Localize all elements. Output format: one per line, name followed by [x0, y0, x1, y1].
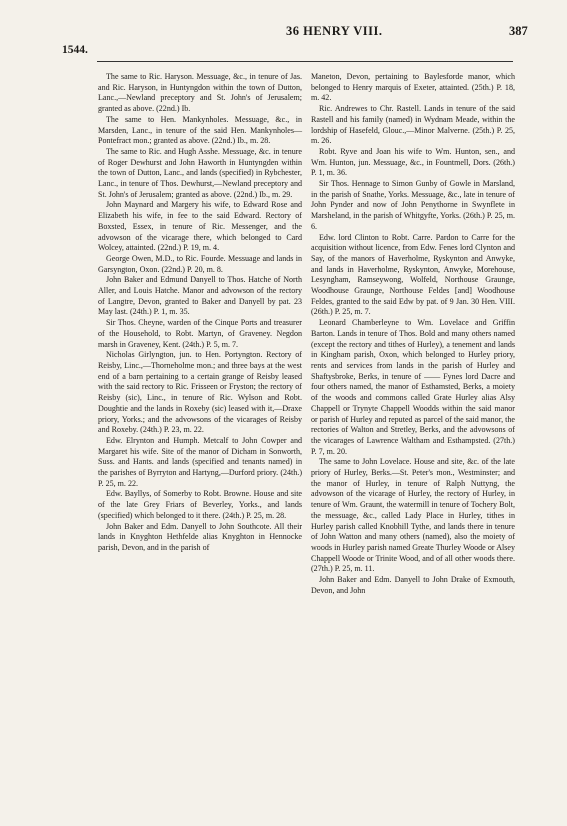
running-head-title: 36 HENRY VIII. — [286, 24, 383, 38]
page-number: 387 — [509, 24, 528, 38]
right-column — [311, 72, 515, 596]
entry-paragraph: The same to Ric. Haryson. Messuage, &c., in tenure of Jas. and Ric. Haryson, in Huntyngdon within the town of Dutton, Lanc.,—Newland preceptory and St. John's of Jerusalem; granted as above. (22nd.) Ib. — [98, 72, 302, 114]
entry-paragraph: The same to John Lovelace. House and site, &c. of the late priory of Hurley, Berks.—St. Peter's mon., Westminster; and the manor of Hurley, in tenure of Ralph Nuttyng, the advowson of the vicarage of Hurley, the rectory of Hurley, in tenure of Wm. Graunt, the watermill in tenure of Tochery Bolt, the messuage, &c., called Lady Place in Hurley, tithes in Hurley parish called Knobhill Tythe, and lands there in tenure of John Watton and many others (named), also the moiety of woods in Hurley parish named Greate Thurley Woode or Alsey Chappell Woode or Trinite Wood, and of all other woods there. (27th.) P. 25, m. 11. — [311, 457, 515, 574]
header-rule — [97, 61, 513, 62]
entry-paragraph: Ric. Andrewes to Chr. Rastell. Lands in tenure of the said Rastell and his family (named) in Wydnam Meade, within the lordship of Hasefeld, Glouc.,—Minor Malverne. (25th.) P. 25, m. 26. — [311, 104, 515, 146]
entry-paragraph: The same to Ric. and Hugh Asshe. Messuage, &c. in tenure of Roger Dewhurst and John Haworth in Huntyngden within the town of Dutton, Lanc., and lands (specified) in Rybchester, Lanc., in tenure of Thos. Dewhurst,—Newland preceptory and St. John's of Jerusalem; granted as above. (22nd.) Ib., m. 29. — [98, 146, 302, 199]
entry-paragraph: Edw. Bayllys, of Somerby to Robt. Browne. House and site of the late Grey Friars of Beverley, Yorks., and lands (specified) which belonged to it there. (24th.) P. 25, m. 28. — [98, 489, 302, 520]
entry-paragraph: The same to Hen. Mankynholes. Messuage, &c., in Marsden, Lanc., in tenure of the said Hen. Mankynholes—Pontefract mon.; granted as above. (22nd.) Ib., m. 28. — [98, 114, 302, 146]
running-head — [0, 24, 567, 40]
entry-paragraph: Sir Thos. Hennage to Simon Gunby of Gowle in Marsland, in the parish of Snathe, Yorks. Messuage, &c., late in tenure of John Pynder and now of John Penythorne in Swynflete in Marsheland, in the parish of Whitgyfte, Yorks. (26th.) P. 25, m. 6. — [311, 179, 515, 231]
entry-paragraph: Edw. Elrynton and Humph. Metcalf to John Cowper and Margaret his wife. Site of the manor of Dicham in Sonworth, Suss. and Hants. and lands (specified and tenants named) in the parishes of Byrryton and Hartyng,—Durford priory. (24th.) P. 25, m. 22. — [98, 435, 302, 488]
year-marker: 1544. — [62, 44, 88, 56]
entry-paragraph-continued: Maneton, Devon, pertaining to Baylesforde manor, which belonged to Henry marquis of Exeter, attainted. (25th.) P. 18, m. 42. — [311, 72, 515, 103]
entry-paragraph: John Maynard and Margery his wife, to Edward Rose and Elizabeth his wife, in fee to the said Edward. Rectory of Boxsted, Essex, in tenure of Ric. Messenger, and the advowson of the vicarage there, which belonged to Card Wolcey, attainted. (22nd.) P. 19, m. 4. — [98, 200, 302, 253]
entry-paragraph: Nicholas Girlyngton, jun. to Hen. Portyngton. Rectory of Reisby, Linc.,—Thorneholme mon.; and three bays at the west end of a barn pertaining to a certain grange of Reisby leased with the said rectory to Ric. Frisseen or Fryston; the rectory of Reisby (sic), Linc., in tenure of Ric. Wylson and Robt. Doughtie and the lands in Roxeby (sic) leased with it,—Draxe priory, Yorks.; and the advowsons of the vicarages of Reisby and Roxeby. (24th.) P. 23, m. 22. — [98, 350, 302, 435]
entry-paragraph: Leonard Chamberleyne to Wm. Lovelace and Griffin Barton. Lands in tenure of Thos. Bold and many others named (except the rectory and tithes of Hurley), a tenement and lands in Kingham parish, Oxon, which belonged to Hurley priory, rents and services from lands in the parish of Hurley and Shaftysbroke, Berks, in tenure of —— Fynes lord Dacre and four others named, the manor of Esthamsted, Berks, a moiety of the woods and commons called Grate Hurley alias Alsy Chappell or Trynyte Chappell Woodds within the said manor or parish of Hurley and reputed as parcel of the said manor, the rectories of Walton and Stretley, Berks, and the advowsons of the vicarages of Lawrence Waltham and Esthampsted. (27th.) P. 7, m. 20. — [311, 318, 515, 456]
entry-paragraph: John Baker and Edmund Danyell to Thos. Hatche of North Aller, and Louis Hatche. Manor and advowson of the rectory of Langtre, Devon, granted to Baker and Danyell by pat. 23 May last. (24th.) P. 1, m. 35. — [98, 275, 302, 317]
entry-paragraph: George Owen, M.D., to Ric. Fourde. Messuage and lands in Garsyngton, Oxon. (22nd.) P. 20, m. 8. — [98, 253, 302, 274]
entry-paragraph: Robt. Ryve and Joan his wife to Wm. Hunton, sen., and Wm. Hunton, jun. Messuage, &c., in Fountmell, Dors. (26th.) P. 1, m. 36. — [311, 146, 515, 178]
entry-paragraph: Sir Thos. Cheyne, warden of the Cinque Ports and treasurer of the Household, to Robt. Martyn, of Graveney. Negdon marsh in Graveney, Kent. (24th.) P. 5, m. 7. — [98, 318, 302, 349]
library-stamp-watermark — [6, 430, 46, 630]
entry-paragraph: John Baker and Edm. Danyell to John Drake of Exmouth, Devon, and John — [311, 575, 515, 595]
entry-paragraph: John Baker and Edm. Danyell to John Southcote. All their lands in Knyghton Hethfelde alias Knyghton in Hennocke parish, Devon, and in the parish of — [98, 521, 302, 552]
left-column — [98, 72, 302, 554]
entry-paragraph: Edw. lord Clinton to Robt. Carre. Pardon to Carre for the acquisition without licence, from Edw. Fenes lord Clynton and Say, of the manors of Haverholme, Ryskynton and Anwyke, and lands in Haverholme, Ryskynton, Anwyke, Morehouse, Lesyngham, Ramseywong, Wolfeld, Northouse Graunge, Woodhouse Graunge, Northouse Feldes [and] Woodhouse Feldes, granted to the said Edw by pat. of 9 Jan. 30 Hen. VIII. (26th.) P. 25, m. 7. — [311, 232, 515, 317]
